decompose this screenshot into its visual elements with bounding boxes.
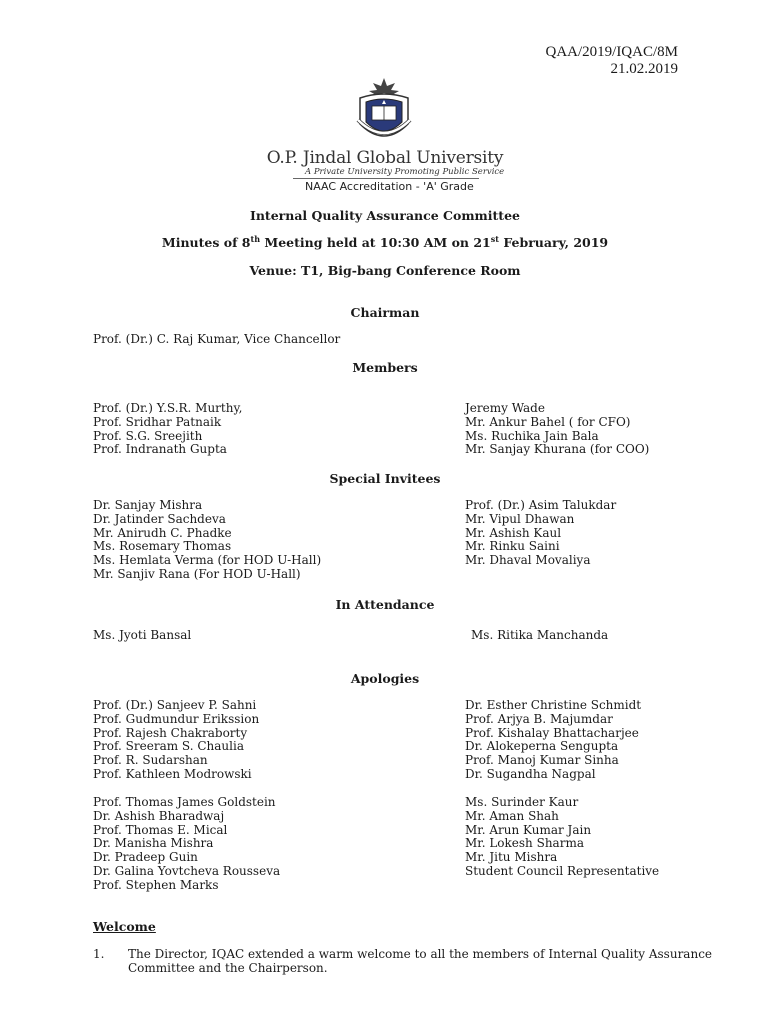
welcome-item-text <box>128 948 712 976</box>
list-item: Dr. Manisha Mishra <box>93 836 214 851</box>
list-item: Mr. Sanjay Khurana (for COO) <box>465 442 650 457</box>
attendance-right: Ms. Ritika Manchanda <box>471 628 609 642</box>
list-item: Prof. (Dr.) Asim Talukdar <box>465 498 617 512</box>
list-item: Mr. Ankur Bahel ( for CFO) <box>465 414 631 429</box>
list-item: Mr. Anirudh C. Phadke <box>93 525 232 540</box>
welcome-heading: Welcome <box>93 919 156 934</box>
list-item: Prof. Rajesh Chakraborty <box>93 725 248 740</box>
members-right-list <box>465 402 649 457</box>
logo-divider <box>293 178 479 179</box>
list-item: Jeremy Wade <box>465 401 545 415</box>
apologies-right-list-2 <box>465 796 659 879</box>
list-item: Prof. Stephen Marks <box>93 877 219 892</box>
list-item: Prof. S.G. Sreejith <box>93 428 203 443</box>
special-invitees-right-list <box>465 499 616 568</box>
members-heading: Members <box>352 360 418 375</box>
list-item: Prof. R. Sudarshan <box>93 753 208 768</box>
reference-code: QAA/2019/IQAC/8M <box>545 44 678 60</box>
apologies-heading: Apologies <box>350 671 420 686</box>
list-item: Ms. Ruchika Jain Bala <box>465 428 599 443</box>
members-left-list <box>93 402 242 457</box>
list-item: Dr. Galina Yovtcheva Rousseva <box>93 863 281 878</box>
list-item: Mr. Rinku Saini <box>465 539 560 554</box>
list-item: Prof. Sreeram S. Chaulia <box>93 739 244 754</box>
list-item: Prof. Sridhar Patnaik <box>93 414 222 429</box>
chairman-heading: Chairman <box>350 305 420 320</box>
reference-date: 21.02.2019 <box>610 61 678 77</box>
list-item: Mr. Arun Kumar Jain <box>465 822 592 837</box>
attendance-left: Ms. Jyoti Bansal <box>93 628 192 642</box>
list-item: Mr. Aman Shah <box>465 808 559 823</box>
list-item: Mr. Jitu Mishra <box>465 850 558 865</box>
list-item: Ms. Surinder Kaur <box>465 795 579 809</box>
list-item: Prof. Arjya B. Majumdar <box>465 711 613 726</box>
list-item: Prof. Indranath Gupta <box>93 442 227 457</box>
apologies-left-list-2 <box>93 796 280 893</box>
welcome-item-number: 1. <box>93 947 105 961</box>
list-item: Mr. Vipul Dhawan <box>465 511 575 526</box>
minutes-title: Minutes of 8th Meeting held at 10:30 AM on 21st February, 2019 <box>161 233 609 250</box>
list-item: Dr. Esther Christine Schmidt <box>465 698 642 712</box>
list-item: Prof. Kathleen Modrowski <box>93 766 252 781</box>
apologies-right-list-1 <box>465 699 641 782</box>
naac-accreditation: NAAC Accreditation - 'A' Grade <box>305 180 474 193</box>
list-item: Ms. Hemlata Verma (for HOD U-Hall) <box>93 553 322 568</box>
list-item: Prof. Thomas James Goldstein <box>93 795 276 809</box>
crest-icon <box>352 76 416 146</box>
list-item: Dr. Pradeep Guin <box>93 850 198 865</box>
list-item: Prof. Kishalay Bhattacharjee <box>465 725 639 740</box>
list-item: Mr. Lokesh Sharma <box>465 836 584 851</box>
list-item: Dr. Jatinder Sachdeva <box>93 511 226 526</box>
document-reference <box>545 44 678 78</box>
list-item: Dr. Ashish Bharadwaj <box>93 808 225 823</box>
committee-title: Internal Quality Assurance Committee <box>250 208 520 223</box>
list-item: Dr. Sanjay Mishra <box>93 498 203 512</box>
list-item: Ms. Rosemary Thomas <box>93 539 232 554</box>
attendance-heading: In Attendance <box>335 597 435 612</box>
welcome-line: Committee and the Chairperson. <box>128 960 328 975</box>
list-item: Prof. (Dr.) Sanjeev P. Sahni <box>93 698 257 712</box>
list-item: Prof. (Dr.) Y.S.R. Murthy, <box>93 401 243 415</box>
list-item: Prof. Gudmundur Erikssion <box>93 711 260 726</box>
university-crest <box>352 76 416 146</box>
list-item: Prof. Thomas E. Mical <box>93 822 228 837</box>
special-invitees-left-list <box>93 499 321 582</box>
list-item: Dr. Alokeperna Sengupta <box>465 739 619 754</box>
venue-title: Venue: T1, Big-bang Conference Room <box>249 263 521 278</box>
university-name: O.P. Jindal Global University <box>266 148 504 168</box>
list-item: Dr. Sugandha Nagpal <box>465 766 596 781</box>
chairman-name: Prof. (Dr.) C. Raj Kumar, Vice Chancellor <box>93 332 341 346</box>
university-tagline: A Private University Promoting Public Service <box>305 167 505 177</box>
list-item: Student Council Representative <box>465 863 660 878</box>
apologies-left-list-1 <box>93 699 259 782</box>
list-item: Prof. Manoj Kumar Sinha <box>465 753 619 768</box>
list-item: Mr. Sanjiv Rana (For HOD U-Hall) <box>93 566 301 581</box>
list-item: Mr. Dhaval Movaliya <box>465 553 591 568</box>
special-invitees-heading: Special Invitees <box>329 471 441 486</box>
welcome-line: The Director, IQAC extended a warm welcome to all the members of Internal Quality Assurance <box>128 947 713 961</box>
list-item: Mr. Ashish Kaul <box>465 525 562 540</box>
